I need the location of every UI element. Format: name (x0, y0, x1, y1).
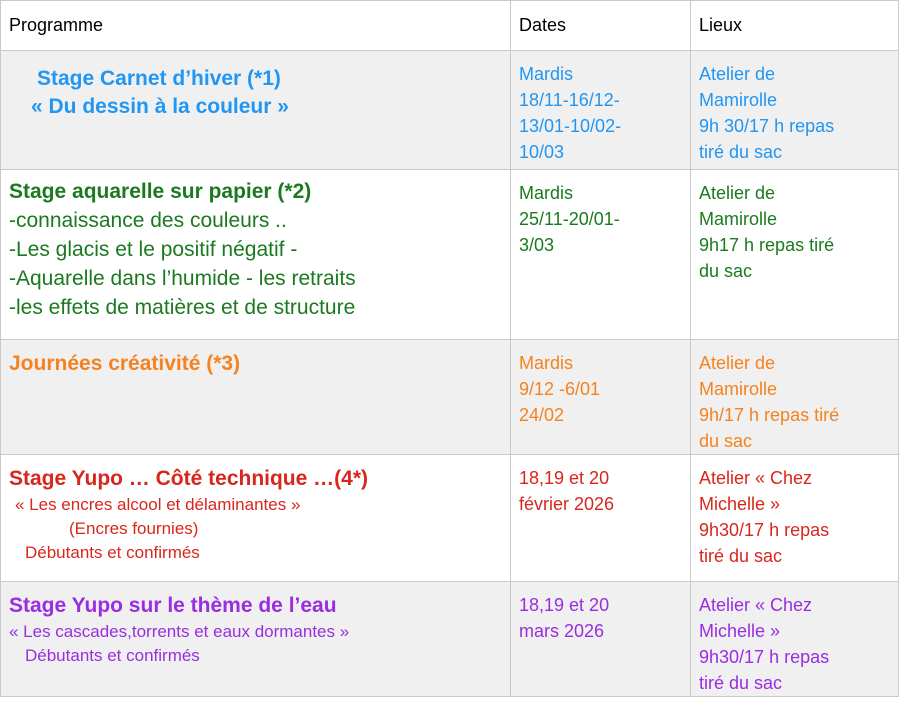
header-row (1, 1, 899, 51)
table-row (1, 170, 899, 340)
lieu-line: Atelier de (699, 183, 776, 203)
programme-line: « Les cascades,torrents et eaux dormantes » (9, 622, 350, 641)
programme-title: Stage aquarelle sur papier (*2) (9, 180, 312, 203)
programme-subtitle: « Du dessin à la couleur » (31, 95, 289, 118)
lieu-line: Atelier de (699, 353, 776, 373)
lieu-line: Atelier « Chez (699, 595, 813, 615)
programme-title: Journées créativité (*3) (9, 352, 241, 375)
lieu-line: du sac (699, 261, 753, 281)
table-row (1, 340, 899, 455)
date-line: février 2026 (519, 494, 615, 514)
header-lieux: Lieux (691, 1, 899, 51)
date-line: 18/11-16/12- (519, 90, 620, 110)
lieu-line: 9h17 h repas tiré (699, 235, 835, 255)
lieux-cell (691, 455, 899, 582)
programme-line: (Encres fournies) (69, 519, 199, 538)
lieu-line: 9h30/17 h repas (699, 520, 830, 540)
date-line: 25/11-20/01- (519, 209, 620, 229)
table-row (1, 455, 899, 582)
lieux-cell (691, 340, 899, 455)
programme-cell (1, 170, 511, 340)
date-line: 18,19 et 20 (519, 468, 610, 488)
programme-cell (1, 51, 511, 170)
lieu-line: Michelle » (699, 621, 781, 641)
date-line: 13/01-10/02- (519, 116, 622, 136)
dates-cell (511, 51, 691, 170)
lieux-cell (691, 51, 899, 170)
dates-cell (511, 582, 691, 697)
date-line: 9/12 -6/01 (519, 379, 601, 399)
date-line: Mardis (519, 183, 574, 203)
lieu-line: Atelier de (699, 64, 776, 84)
table-row (1, 582, 899, 697)
header-programme: Programme (1, 1, 511, 51)
lieu-line: 9h 30/17 h repas (699, 116, 835, 136)
lieux-cell (691, 582, 899, 697)
date-line: 24/02 (519, 405, 565, 425)
header-dates: Dates (511, 1, 691, 51)
dates-cell (511, 170, 691, 340)
programme-line: -connaissance des couleurs .. (9, 209, 287, 232)
programme-line: -Aquarelle dans l’humide - les retraits (9, 267, 356, 290)
lieu-line: Atelier « Chez (699, 468, 813, 488)
lieu-line: tiré du sac (699, 142, 783, 162)
programme-title: Stage Yupo sur le thème de l’eau (9, 594, 337, 617)
programme-cell (1, 455, 511, 582)
date-line: 3/03 (519, 235, 555, 255)
lieu-line: 9h/17 h repas tiré (699, 405, 840, 425)
programme-line: -Les glacis et le positif négatif - (9, 238, 298, 261)
lieu-line: Mamirolle (699, 209, 778, 229)
date-line: mars 2026 (519, 621, 605, 641)
lieu-line: du sac (699, 431, 753, 451)
programme-title: Stage Carnet d’hiver (*1) (37, 67, 281, 90)
programme-line: « Les encres alcool et délaminantes » (15, 495, 301, 514)
programme-line: -les effets de matières et de structure (9, 296, 356, 319)
programme-title: Stage Yupo … Côté technique …(4*) (9, 467, 368, 490)
programme-cell (1, 340, 511, 455)
programme-cell (1, 582, 511, 697)
lieu-line: tiré du sac (699, 673, 783, 693)
programme-line: Débutants et confirmés (25, 543, 200, 562)
programme-line: Débutants et confirmés (25, 646, 200, 665)
lieu-line: 9h30/17 h repas (699, 647, 830, 667)
dates-cell (511, 455, 691, 582)
lieux-cell (691, 170, 899, 340)
lieu-line: Mamirolle (699, 90, 778, 110)
date-line: Mardis (519, 353, 574, 373)
date-line: Mardis (519, 64, 574, 84)
date-line: 18,19 et 20 (519, 595, 610, 615)
lieu-line: Mamirolle (699, 379, 778, 399)
lieu-line: tiré du sac (699, 546, 783, 566)
date-line: 10/03 (519, 142, 565, 162)
dates-cell (511, 340, 691, 455)
lieu-line: Michelle » (699, 494, 781, 514)
table-row (1, 51, 899, 170)
